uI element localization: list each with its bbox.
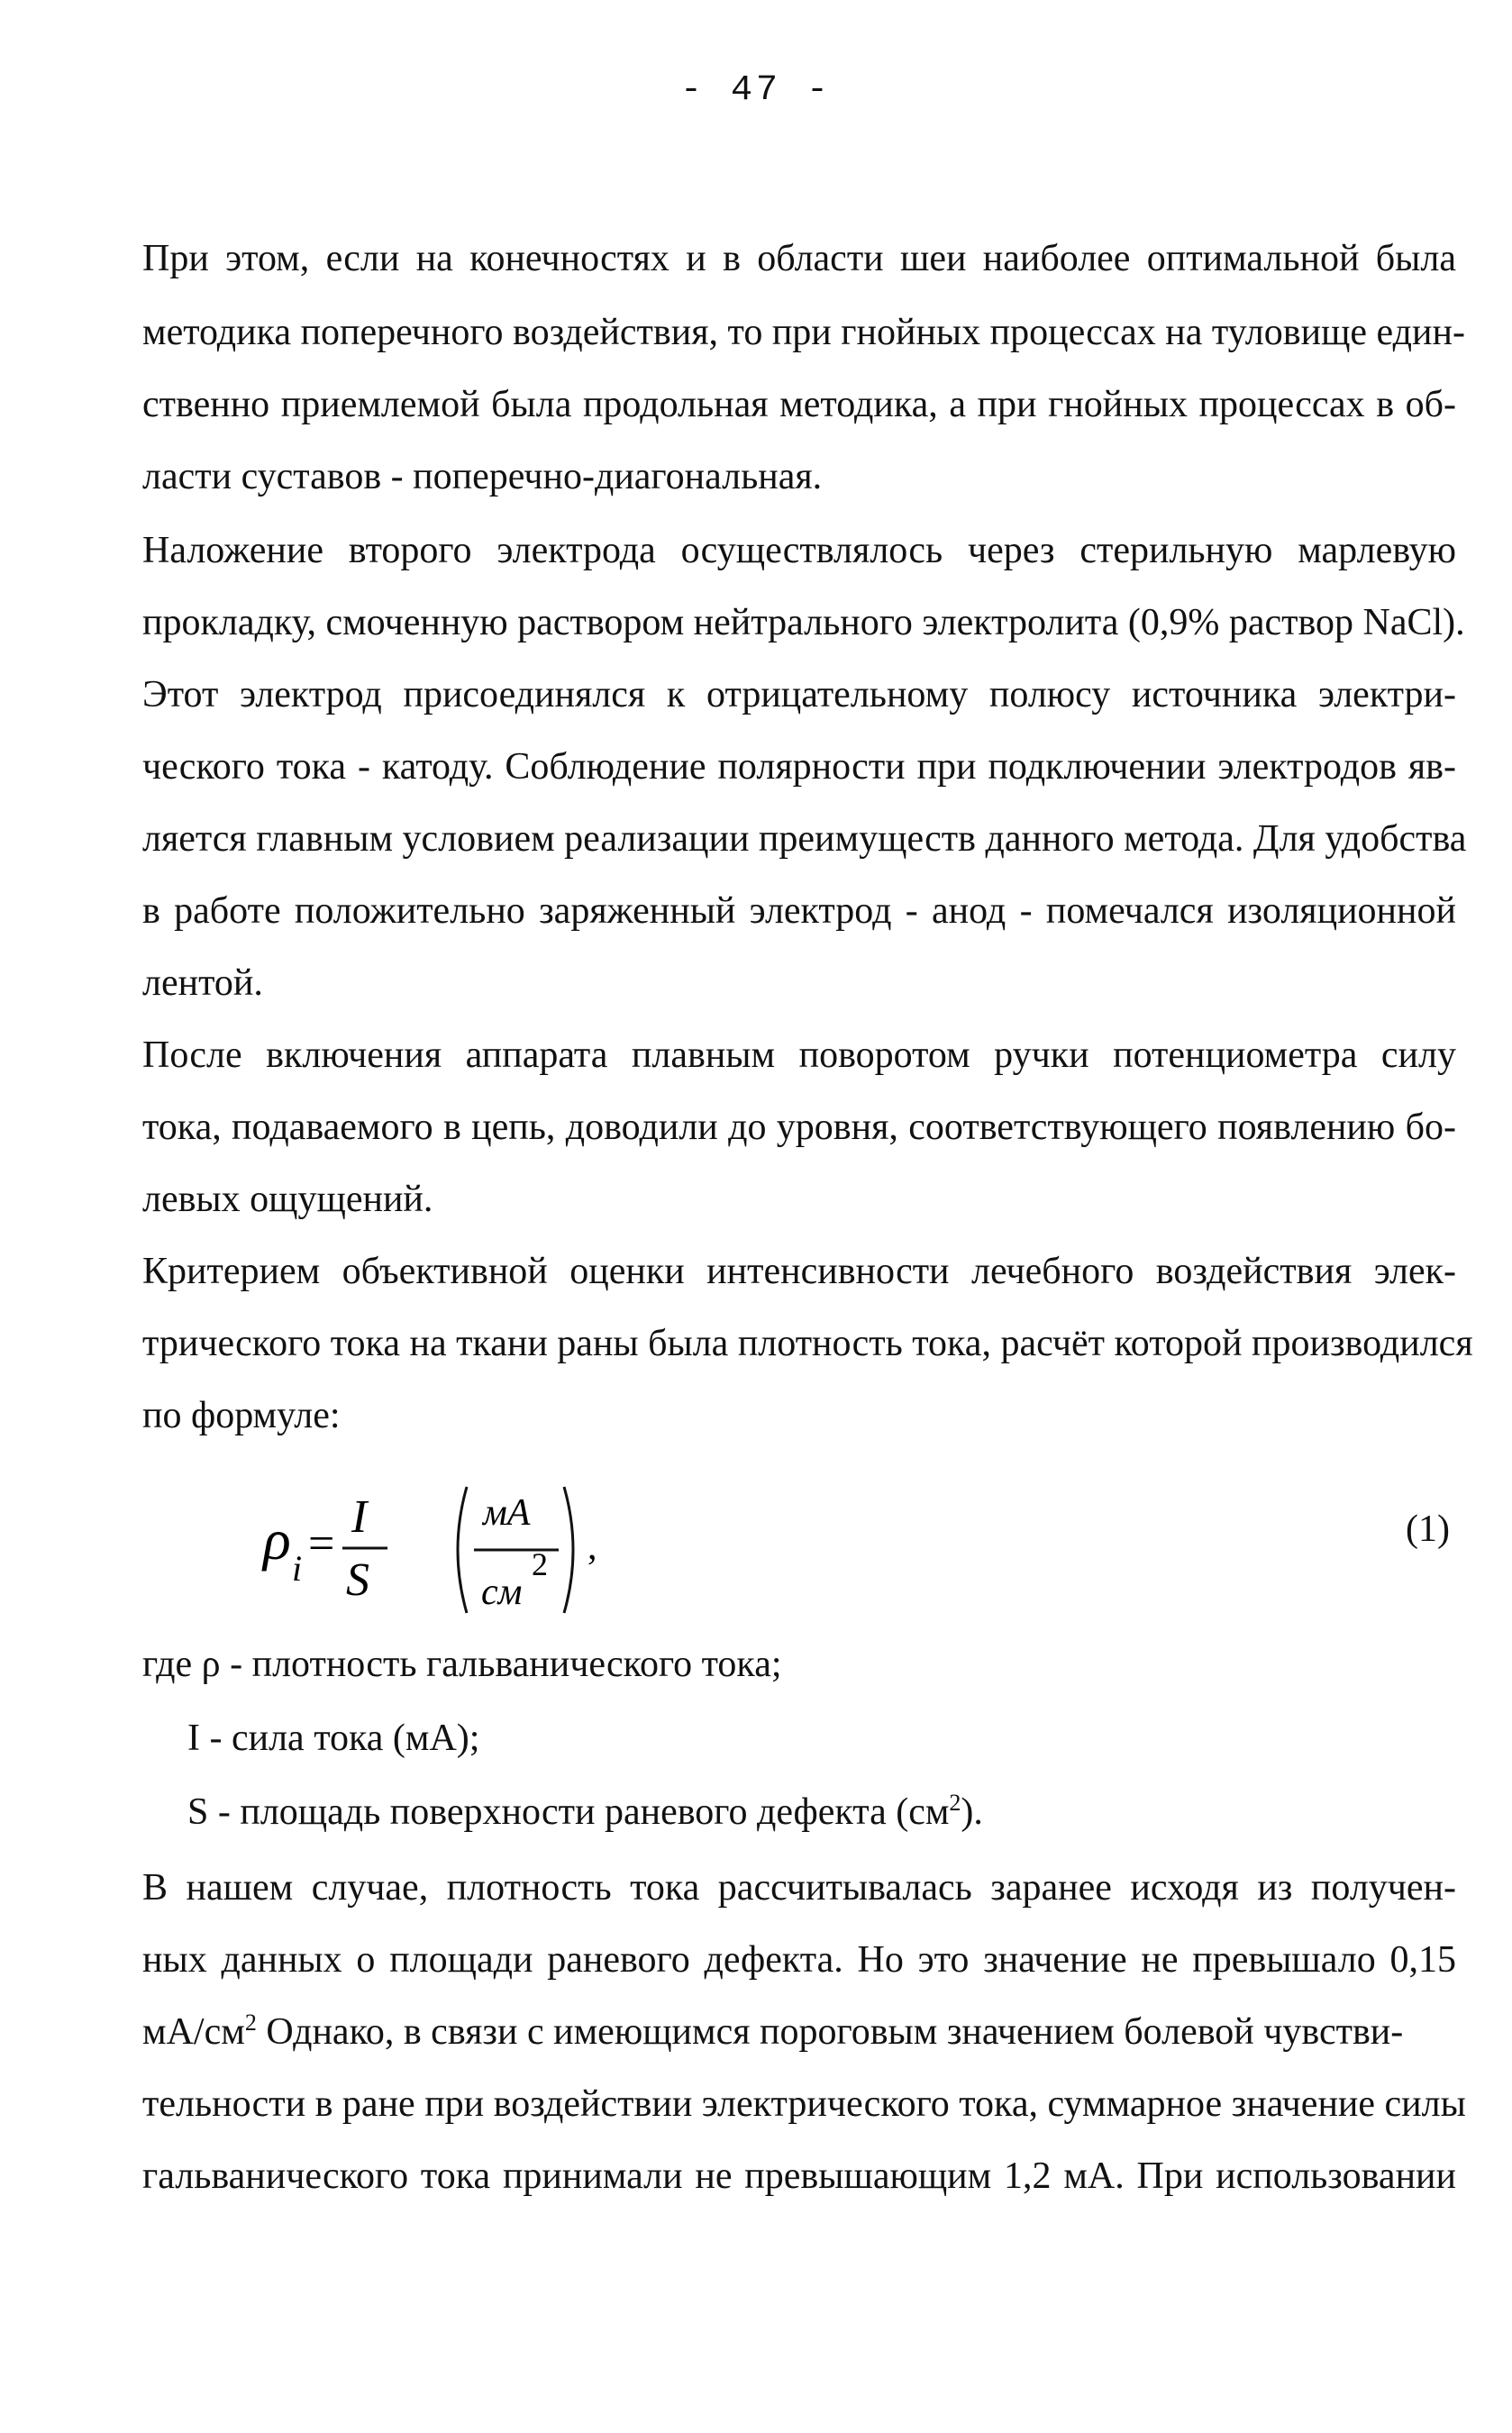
unit-text: мА/см xyxy=(142,2011,245,2053)
definition-area-text: S - площадь поверхности раневого дефекта (см xyxy=(187,1791,950,1833)
text-line: Критерием объективной оценки интенсивности лечебного воздействия элек- xyxy=(142,1251,1456,1292)
text-line: ласти суставов - поперечно-диагональная. xyxy=(142,456,823,497)
text-line: При этом, если на конечностях и в области шеи наиболее оптимальной была xyxy=(142,238,1456,279)
formula-unit-exponent: 2 xyxy=(532,1546,548,1582)
formula-subscript: i xyxy=(292,1548,303,1589)
definition-area-sup: 2 xyxy=(949,1790,961,1816)
formula-denominator: S xyxy=(346,1554,369,1606)
density-formula xyxy=(261,1469,622,1622)
text-line: трического тока на ткани раны была плотность тока, расчёт которой производился xyxy=(142,1323,1473,1364)
unit-sup: 2 xyxy=(244,2009,257,2036)
line-rest: Однако, в связи с имеющимся пороговым значением болевой чувстви- xyxy=(256,2011,1404,2053)
text-line: Этот электрод присоединялся к отрицательному полюсу источника электри- xyxy=(142,674,1456,715)
text-line: В нашем случае, плотность тока рассчитывалась заранее исходя из получен- xyxy=(142,1867,1456,1909)
text-line: лентой. xyxy=(142,962,263,1004)
text-line: тельности в ране при воздействии электрического тока, суммарное значение силы xyxy=(142,2083,1466,2125)
formula-number: (1) xyxy=(1406,1508,1450,1550)
text-line: тока, подаваемого в цепь, доводили до уровня, соответствующего появлению бо- xyxy=(142,1107,1456,1148)
page-number: - 47 - xyxy=(679,70,833,111)
text-line: ческого тока - катоду. Соблюдение полярности при подключении электродов яв- xyxy=(142,746,1456,788)
text-line: ляется главным условием реализации преимуществ данного метода. Для удобства xyxy=(142,818,1467,860)
formula-left-paren xyxy=(458,1487,467,1613)
formula-unit-denominator: см xyxy=(481,1572,523,1613)
definition-area xyxy=(187,1790,1501,1835)
text-line: ственно приемлемой была продольная методика, а при гнойных процессах в об- xyxy=(142,384,1456,425)
definition-current: I - сила тока (мА); xyxy=(187,1718,480,1759)
formula-comma: , xyxy=(587,1526,597,1568)
definition-area-end: ). xyxy=(961,1791,983,1833)
formula-numerator: I xyxy=(351,1491,368,1543)
text-line: методика поперечного воздействия, то при гнойных процессах на туловище един- xyxy=(142,312,1465,353)
text-line: После включения аппарата плавным поворотом ручки потенциометра силу xyxy=(142,1034,1456,1076)
formula-right-paren xyxy=(564,1487,573,1613)
text-line: по формуле: xyxy=(142,1395,341,1436)
formula-equals: = xyxy=(308,1518,335,1570)
text-line: гальванического тока принимали не превышающим 1,2 мА. При использовании xyxy=(142,2155,1456,2197)
text-line: прокладку, смоченную раствором нейтрального электролита (0,9% раствор NaCl). xyxy=(142,602,1465,643)
definition-rho: где ρ - плотность гальванического тока; xyxy=(142,1644,782,1685)
text-line-with-unit xyxy=(142,2009,1456,2055)
text-line: в работе положительно заряженный электрод - анод - помечался изоляционной xyxy=(142,890,1456,932)
text-line: Наложение второго электрода осуществлялось через стерильную марлевую xyxy=(142,530,1456,571)
formula-rho: ρ xyxy=(263,1508,291,1572)
text-line: левых ощущений. xyxy=(142,1179,433,1220)
formula-unit-numerator: мА xyxy=(483,1492,531,1534)
text-line: ных данных о площади раневого дефекта. Но это значение не превышало 0,15 xyxy=(142,1939,1456,1981)
